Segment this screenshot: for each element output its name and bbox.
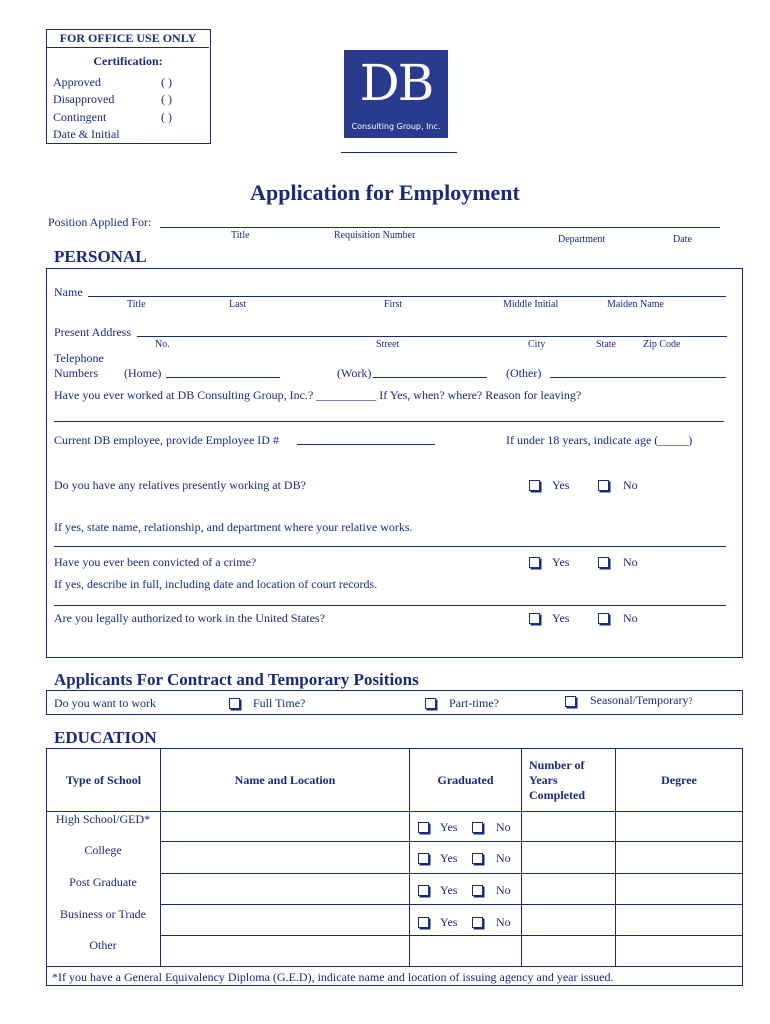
- crime-yes-checkbox[interactable]: [529, 557, 540, 568]
- name-maiden-caption: Maiden Name: [607, 299, 664, 310]
- full-time-checkbox[interactable]: [229, 698, 240, 709]
- office-divider: [47, 47, 209, 48]
- position-department-caption: Department: [558, 234, 606, 245]
- contingent-label: Contingent: [53, 110, 107, 124]
- row-high-school-label: High School/GED*: [55, 812, 151, 826]
- college-no-label: No: [496, 851, 511, 865]
- certification-label: Certification:: [93, 54, 163, 68]
- authorized-no-checkbox[interactable]: [598, 613, 609, 624]
- high-school-no-label: No: [496, 820, 511, 834]
- address-city-caption: City: [528, 339, 546, 350]
- seasonal-text: Seasonal/Temporary: [590, 693, 689, 707]
- name-first-caption: First: [384, 299, 403, 310]
- business-no-label: No: [496, 915, 511, 929]
- under-18-label: If under 18 years, indicate age (_____): [506, 433, 693, 447]
- name-label: Name: [54, 285, 83, 299]
- education-heading: EDUCATION: [54, 728, 157, 747]
- seasonal-question-mark: ?: [688, 696, 693, 706]
- crime-yes-label: Yes: [552, 555, 570, 569]
- college-yes-label: Yes: [440, 851, 458, 865]
- business-yes-checkbox[interactable]: [418, 917, 429, 928]
- col-years-header: Number of Years Completed: [529, 758, 585, 802]
- row-college-label: College: [84, 843, 122, 857]
- disapproved-label: Disapproved: [53, 92, 115, 106]
- disapproved-paren: ( ): [161, 92, 172, 106]
- position-label: Position Applied For:: [48, 215, 152, 229]
- office-use-title: FOR OFFICE USE ONLY: [59, 31, 197, 45]
- logo-underline: [341, 152, 457, 153]
- name-field[interactable]: [88, 296, 726, 297]
- education-col3-divider: [521, 749, 522, 966]
- relatives-yes-label: Yes: [552, 478, 570, 492]
- address-field[interactable]: [137, 336, 727, 337]
- worked-before-question: Have you ever worked at DB Consulting Group, Inc.? __________ If Yes, when? where? Reason for leaving?: [54, 388, 582, 402]
- office-use-box: [46, 29, 211, 144]
- part-time-label: Part-time?: [449, 696, 499, 710]
- logo-letters: DB: [359, 54, 433, 112]
- part-time-checkbox[interactable]: [425, 698, 436, 709]
- row-other-label: Other: [89, 938, 117, 952]
- high-school-yes-label: Yes: [440, 820, 458, 834]
- authorized-question: Are you legally authorized to work in the United States?: [54, 611, 325, 625]
- crime-no-label: No: [623, 555, 638, 569]
- college-yes-checkbox[interactable]: [418, 853, 429, 864]
- relatives-yes-checkbox[interactable]: [529, 480, 540, 491]
- crime-detail-field[interactable]: [54, 605, 726, 606]
- business-yes-label: Yes: [440, 915, 458, 929]
- business-no-checkbox[interactable]: [472, 917, 483, 928]
- row-post-graduate-label: Post Graduate: [69, 875, 137, 889]
- col-name-header: Name and Location: [234, 773, 336, 787]
- other-phone-label: (Other): [506, 366, 542, 380]
- post-graduate-yes-checkbox[interactable]: [418, 885, 429, 896]
- authorized-yes-label: Yes: [552, 611, 570, 625]
- college-no-checkbox[interactable]: [472, 853, 483, 864]
- telephone-label: Telephone: [54, 351, 104, 365]
- full-time-label: Full Time?: [253, 696, 306, 710]
- numbers-label: Numbers: [54, 366, 98, 380]
- personal-heading: PERSONAL: [54, 247, 147, 266]
- post-graduate-yes-label: Yes: [440, 883, 458, 897]
- company-logo: [344, 50, 448, 138]
- position-field[interactable]: [160, 227, 720, 228]
- personal-section: [46, 268, 743, 658]
- address-state-caption: State: [596, 339, 616, 350]
- relatives-question: Do you have any relatives presently working at DB?: [54, 478, 306, 492]
- employee-id-label: Current DB employee, provide Employee ID #: [54, 433, 279, 447]
- approved-paren: ( ): [161, 75, 172, 89]
- ged-footnote: *If you have a General Equivalency Diploma (G.E.D), indicate name and location of issuing agency and year issued.: [52, 970, 614, 984]
- high-school-yes-checkbox[interactable]: [418, 822, 429, 833]
- relatives-detail-field[interactable]: [54, 546, 726, 547]
- want-to-work-label: Do you want to work: [54, 696, 156, 710]
- relatives-detail-label: If yes, state name, relationship, and department where your relative works.: [54, 520, 413, 534]
- crime-question: Have you ever been convicted of a crime?: [54, 555, 257, 569]
- education-row2-divider: [160, 873, 742, 874]
- name-last-caption: Last: [229, 299, 247, 310]
- name-title-caption: Title: [127, 299, 146, 310]
- home-phone-field[interactable]: [166, 377, 280, 378]
- crime-detail-label: If yes, describe in full, including date and location of court records.: [54, 577, 378, 591]
- other-phone-field[interactable]: [550, 377, 726, 378]
- address-no-caption: No.: [155, 339, 170, 350]
- date-initial-label: Date & Initial: [53, 127, 120, 141]
- row-business-label: Business or Trade: [59, 907, 146, 921]
- education-row3-divider: [160, 904, 742, 905]
- authorized-no-label: No: [623, 611, 638, 625]
- contract-heading: Applicants For Contract and Temporary Positions: [54, 670, 419, 689]
- home-phone-label: (Home): [124, 366, 162, 380]
- education-row1-divider: [160, 841, 742, 842]
- relatives-no-label: No: [623, 478, 638, 492]
- relatives-no-checkbox[interactable]: [598, 480, 609, 491]
- logo-subtitle: Consulting Group, Inc.: [351, 122, 441, 131]
- seasonal-checkbox[interactable]: [565, 696, 576, 707]
- authorized-yes-checkbox[interactable]: [529, 613, 540, 624]
- page-title: Application for Employment: [250, 180, 520, 205]
- work-phone-label: (Work): [337, 366, 372, 380]
- worked-before-field[interactable]: [54, 421, 724, 422]
- address-label: Present Address: [54, 325, 131, 339]
- education-footnote-divider: [47, 966, 742, 967]
- address-street-caption: Street: [376, 339, 400, 350]
- position-title-caption: Title: [231, 230, 250, 241]
- col-degree-header: Degree: [661, 773, 697, 787]
- position-requisition-caption: Requisition Number: [334, 230, 416, 241]
- name-middle-caption: Middle Initial: [503, 299, 559, 310]
- position-date-caption: Date: [673, 234, 692, 245]
- post-graduate-no-checkbox[interactable]: [472, 885, 483, 896]
- education-row4-divider: [160, 935, 742, 936]
- seasonal-label: [590, 693, 692, 708]
- address-zip-caption: Zip Code: [643, 339, 681, 350]
- contingent-paren: ( ): [161, 110, 172, 124]
- crime-no-checkbox[interactable]: [598, 557, 609, 568]
- employee-id-field[interactable]: [297, 444, 435, 445]
- post-graduate-no-label: No: [496, 883, 511, 897]
- col-type-header: Type of School: [65, 773, 142, 787]
- approved-label: Approved: [53, 75, 101, 89]
- work-phone-field[interactable]: [373, 377, 487, 378]
- col-graduated-header: Graduated: [437, 773, 494, 787]
- high-school-no-checkbox[interactable]: [472, 822, 483, 833]
